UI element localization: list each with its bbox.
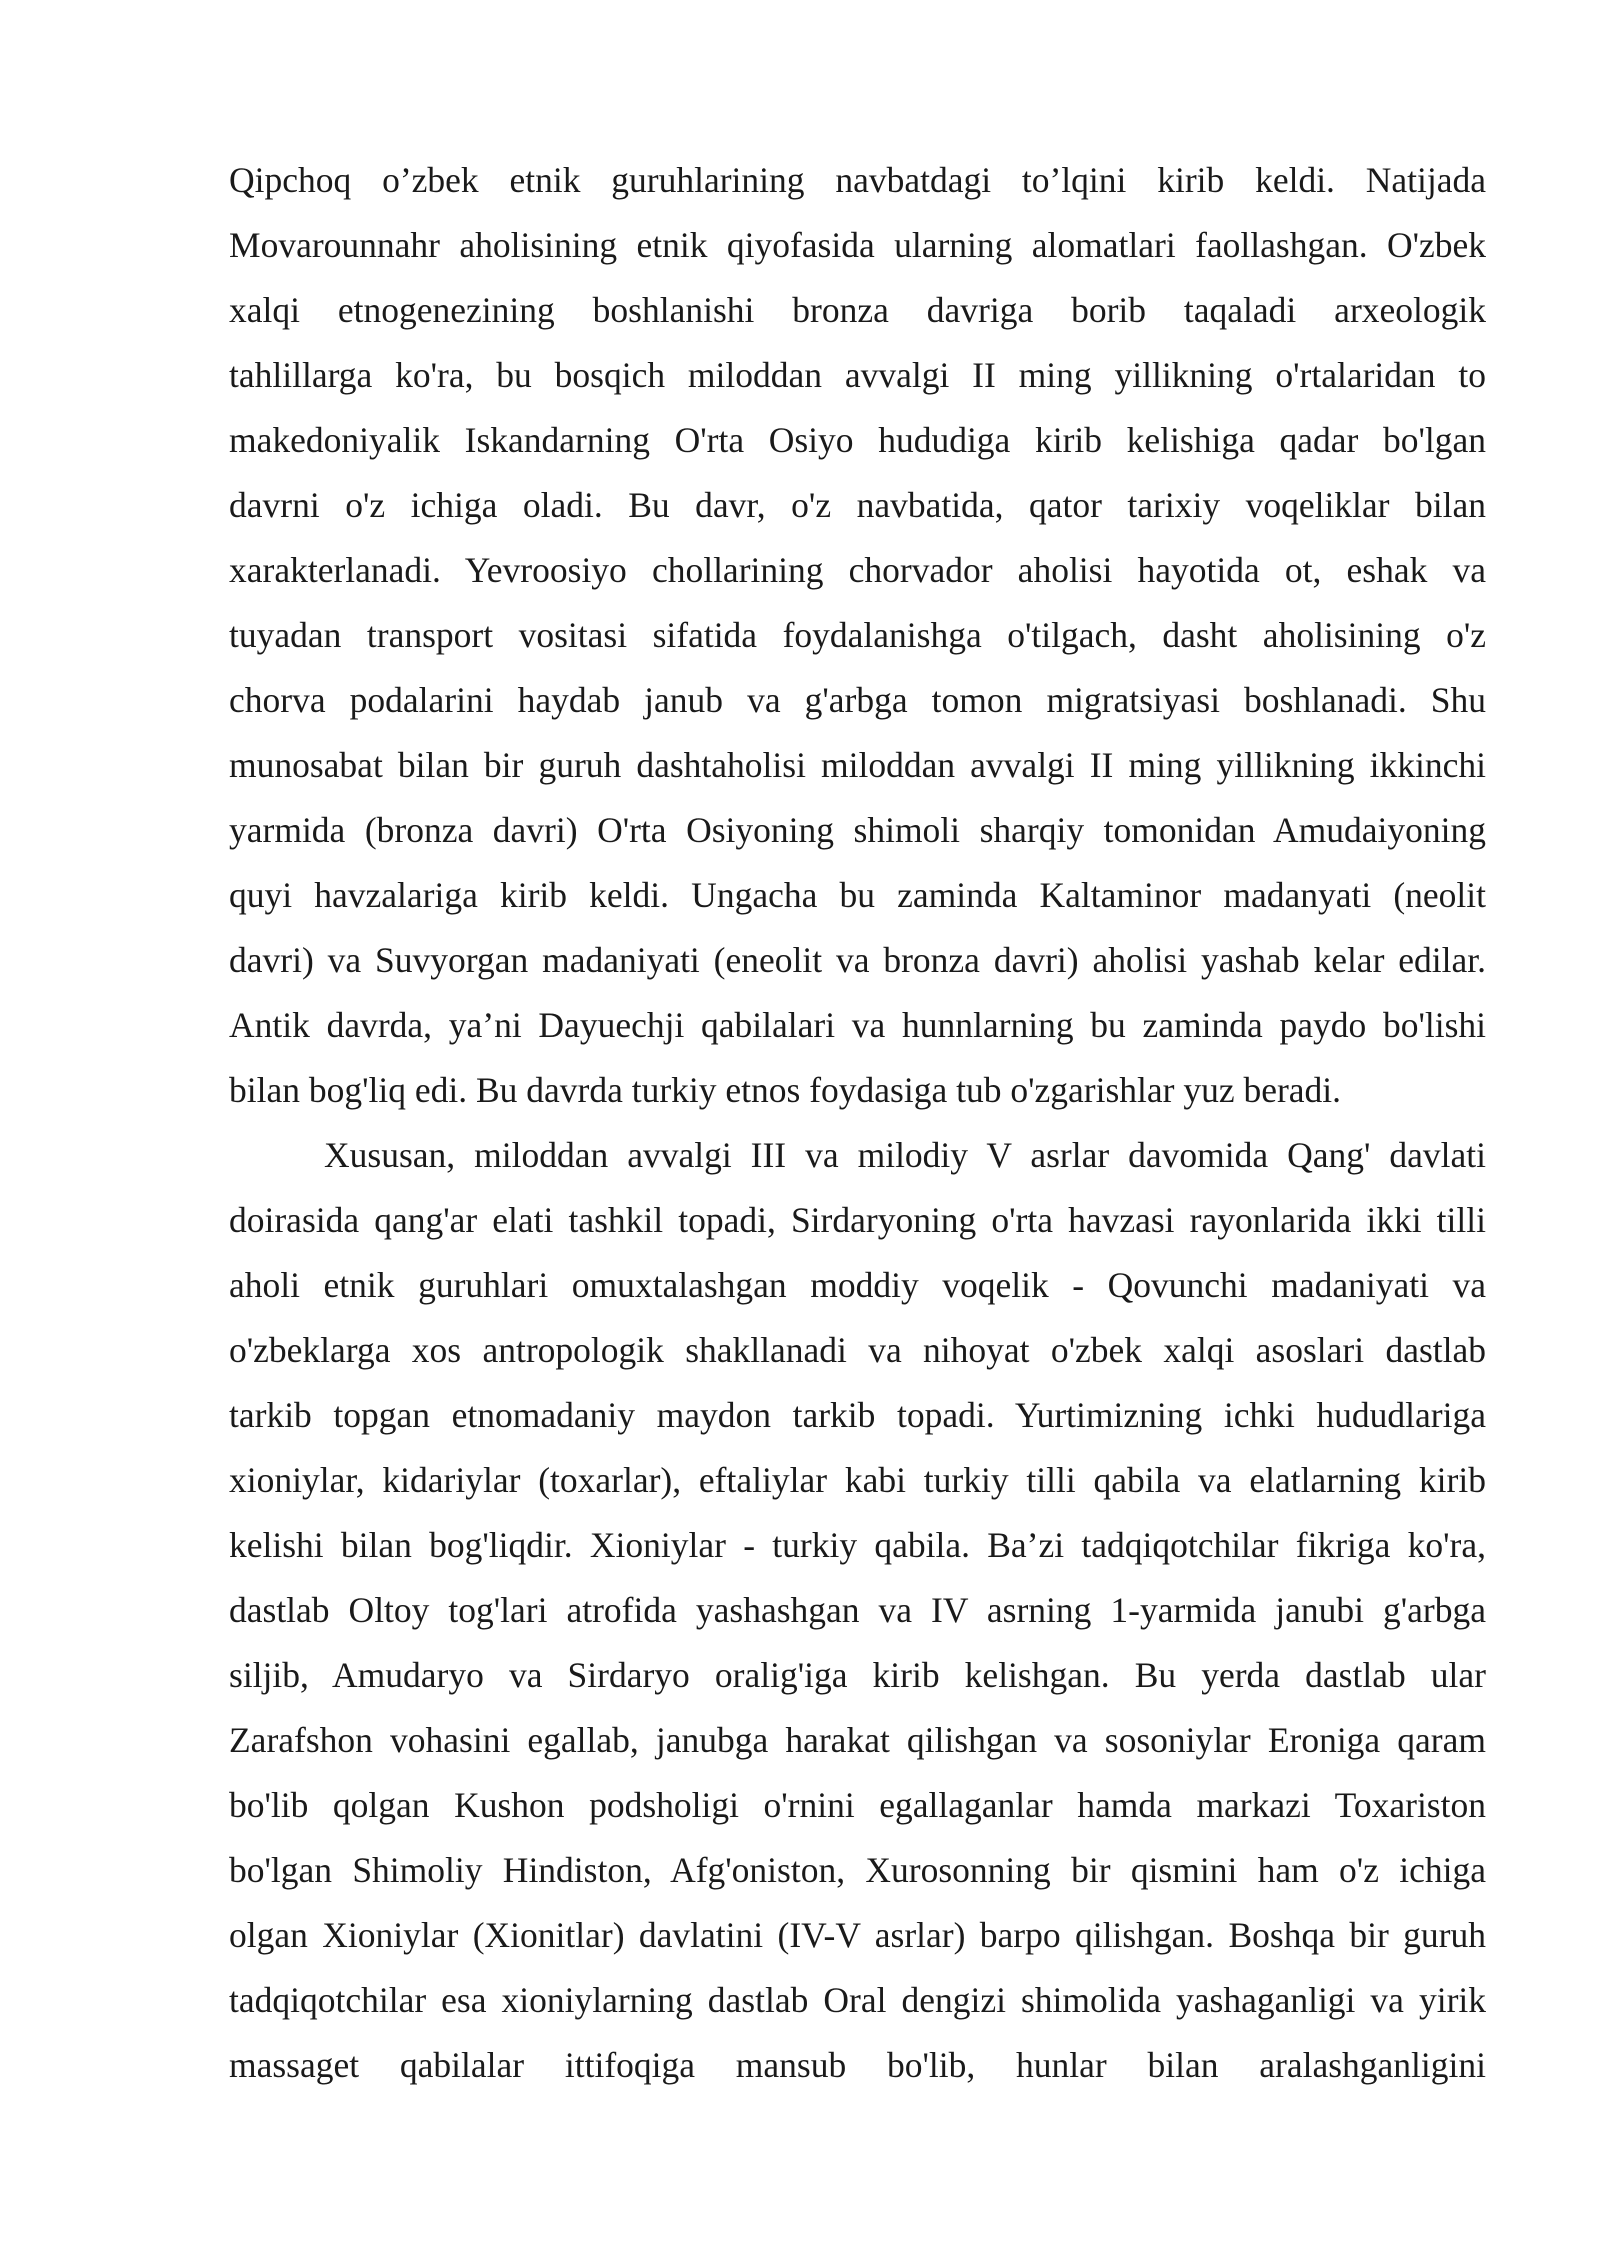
text-line: Xususan, miloddan avvalgi III va milodiy V asrlar davomida Qang' davlati [324, 1135, 1486, 1175]
text-line: bo'lib qolgan Kushon podsholigi o'rnini egallaganlar hamda markazi Toxariston [229, 1785, 1486, 1825]
text-line: bilan bog'liq edi. Bu davrda turkiy etnos foydasiga tub o'zgarishlar yuz beradi. [229, 1070, 1342, 1110]
text-line: xalqi etnogenezining boshlanishi bronza davriga borib taqaladi arxeologik [229, 290, 1486, 330]
text-line: Antik davrda, ya’ni Dayuechji qabilalari va hunnlarning bu zaminda paydo bo'lishi [229, 1005, 1486, 1045]
text-line: yarmida (bronza davri) O'rta Osiyoning shimoli sharqiy tomonidan Amudaiyoning [229, 810, 1486, 850]
text-line: quyi havzalariga kirib keldi. Ungacha bu zaminda Kaltaminor madanyati (neolit [229, 875, 1486, 915]
text-line: aholi etnik guruhlari omuxtalashgan moddiy voqelik - Qovunchi madaniyati va [229, 1265, 1486, 1305]
text-line: tuyadan transport vositasi sifatida foydalanishga o'tilgach, dasht aholisining o'z [229, 615, 1486, 655]
text-line: bo'lgan Shimoliy Hindiston, Afg'oniston, Xurosonning bir qismini ham o'z ichiga [229, 1850, 1486, 1890]
text-line: massaget qabilalar ittifoqiga mansub bo'lib, hunlar bilan aralashganligini [229, 2045, 1486, 2085]
text-line: xioniylar, kidariylar (toxarlar), eftaliylar kabi turkiy tilli qabila va elatlarning kirib [229, 1460, 1486, 1500]
text-line: Zarafshon vohasini egallab, janubga harakat qilishgan va sosoniylar Eroniga qaram [229, 1720, 1486, 1760]
text-line: dastlab Oltoy tog'lari atrofida yashashgan va IV asrning 1-yarmida janubi g'arbga [229, 1590, 1486, 1630]
text-line: munosabat bilan bir guruh dashtaholisi miloddan avvalgi II ming yillikning ikkinchi [229, 745, 1486, 785]
text-line: kelishi bilan bog'liqdir. Xioniylar - turkiy qabila. Ba’zi tadqiqotchilar fikriga ko'ra, [229, 1525, 1486, 1565]
text-line: o'zbeklarga xos antropologik shakllanadi va nihoyat o'zbek xalqi asoslari dastlab [229, 1330, 1486, 1370]
text-line: siljib, Amudaryo va Sirdaryo oralig'iga kirib kelishgan. Bu yerda dastlab ular [229, 1655, 1486, 1695]
paragraph-2 [229, 1123, 1486, 2098]
text-line: davrni o'z ichiga oladi. Bu davr, o'z navbatida, qator tarixiy voqeliklar bilan [229, 485, 1486, 525]
text-line: Qipchoq o’zbek etnik guruhlarining navbatdagi to’lqini kirib keldi. Natijada [229, 160, 1486, 200]
text-line: makedoniyalik Iskandarning O'rta Osiyo hududiga kirib kelishiga qadar bo'lgan [229, 420, 1486, 460]
paragraph-1 [229, 148, 1486, 1123]
text-line: olgan Xioniylar (Xionitlar) davlatini (IV-V asrlar) barpo qilishgan. Boshqa bir guruh [229, 1915, 1486, 1955]
text-line: tarkib topgan etnomadaniy maydon tarkib topadi. Yurtimizning ichki hududlariga [229, 1395, 1486, 1435]
document-body [229, 148, 1486, 2098]
text-line: doirasida qang'ar elati tashkil topadi, Sirdaryoning o'rta havzasi rayonlarida ikki tilli [229, 1200, 1486, 1240]
text-line: davri) va Suvyorgan madaniyati (eneolit va bronza davri) aholisi yashab kelar edilar. [229, 940, 1486, 980]
text-line: tahlillarga ko'ra, bu bosqich miloddan avvalgi II ming yillikning o'rtalaridan to [229, 355, 1486, 395]
text-line: tadqiqotchilar esa xioniylarning dastlab Oral dengizi shimolida yashaganligi va yirik [229, 1980, 1486, 2020]
text-line: Movarounnahr aholisining etnik qiyofasida ularning alomatlari faollashgan. O'zbek [229, 225, 1486, 265]
text-line: xarakterlanadi. Yevroosiyo chollarining chorvador aholisi hayotida ot, eshak va [229, 550, 1486, 590]
text-line: chorva podalarini haydab janub va g'arbga tomon migratsiyasi boshlanadi. Shu [229, 680, 1486, 720]
